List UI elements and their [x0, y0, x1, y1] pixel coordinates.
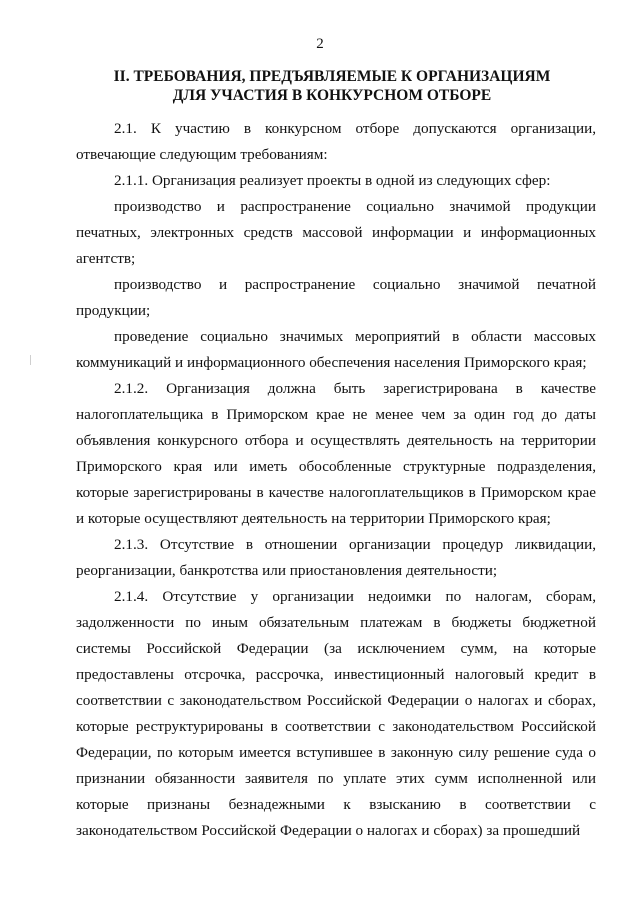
paragraph-sphere-print: производство и распространение социально значимой печатной продукции; [76, 276, 596, 319]
section-heading-line-1: II. ТРЕБОВАНИЯ, ПРЕДЪЯВЛЯЕМЫЕ К ОРГАНИЗАЦИЯМ [113, 68, 551, 85]
paragraph-2-1-4: 2.1.4. Отсутствие у организации недоимки по налогам, сборам, задолженности по иным обязательным платежам в бюджеты бюджетной системы Российской Федерации (за исключением сумм, на которые предоставлены отсрочка, рассрочка, инвестиционный налоговый кредит в соответствии с законодательством Российской Федерации о налогах и сборах, которые реструктурированы в соответствии с законодательством Российской Федерации, по которым имеется вступившее в законную силу решение суда о признании обязанности заявителя по уплате этих сумм исполненной или которые признаны безнадежными к взысканию в соответствии с законодательством Российской Федерации о налогах и сборах) за прошедший [76, 588, 596, 839]
paragraph-2-1-2: 2.1.2. Организация должна быть зарегистрирована в качестве налогоплательщика в Приморском крае не менее чем за один год до даты объявления конкурсного отбора и осуществлять деятельность на территории Приморского края или иметь обособленные структурные подразделения, которые зарегистрированы в качестве налогоплательщиков в Приморском крае и которые осуществляют деятельность на территории Приморского края; [76, 380, 596, 527]
page-number: 2 [316, 36, 324, 52]
paragraph-sphere-events: проведение социально значимых мероприятий в области массовых коммуникаций и информационного обеспечения населения Приморского края; [76, 328, 596, 371]
document-body [76, 116, 596, 844]
margin-mark [30, 355, 31, 365]
section-heading [70, 67, 594, 105]
paragraph-sphere-media: производство и распространение социально значимой продукции печатных, электронных средств массовой информации и информационных агентств; [76, 198, 596, 267]
paragraph-2-1: 2.1. К участию в конкурсном отборе допускаются организации, отвечающие следующим требованиям: [76, 120, 596, 163]
section-heading-line-2: ДЛЯ УЧАСТИЯ В КОНКУРСНОМ ОТБОРЕ [172, 87, 492, 104]
paragraph-2-1-3: 2.1.3. Отсутствие в отношении организации процедур ликвидации, реорганизации, банкротства или приостановления деятельности; [76, 536, 596, 579]
paragraph-2-1-1: 2.1.1. Организация реализует проекты в одной из следующих сфер: [114, 172, 551, 189]
